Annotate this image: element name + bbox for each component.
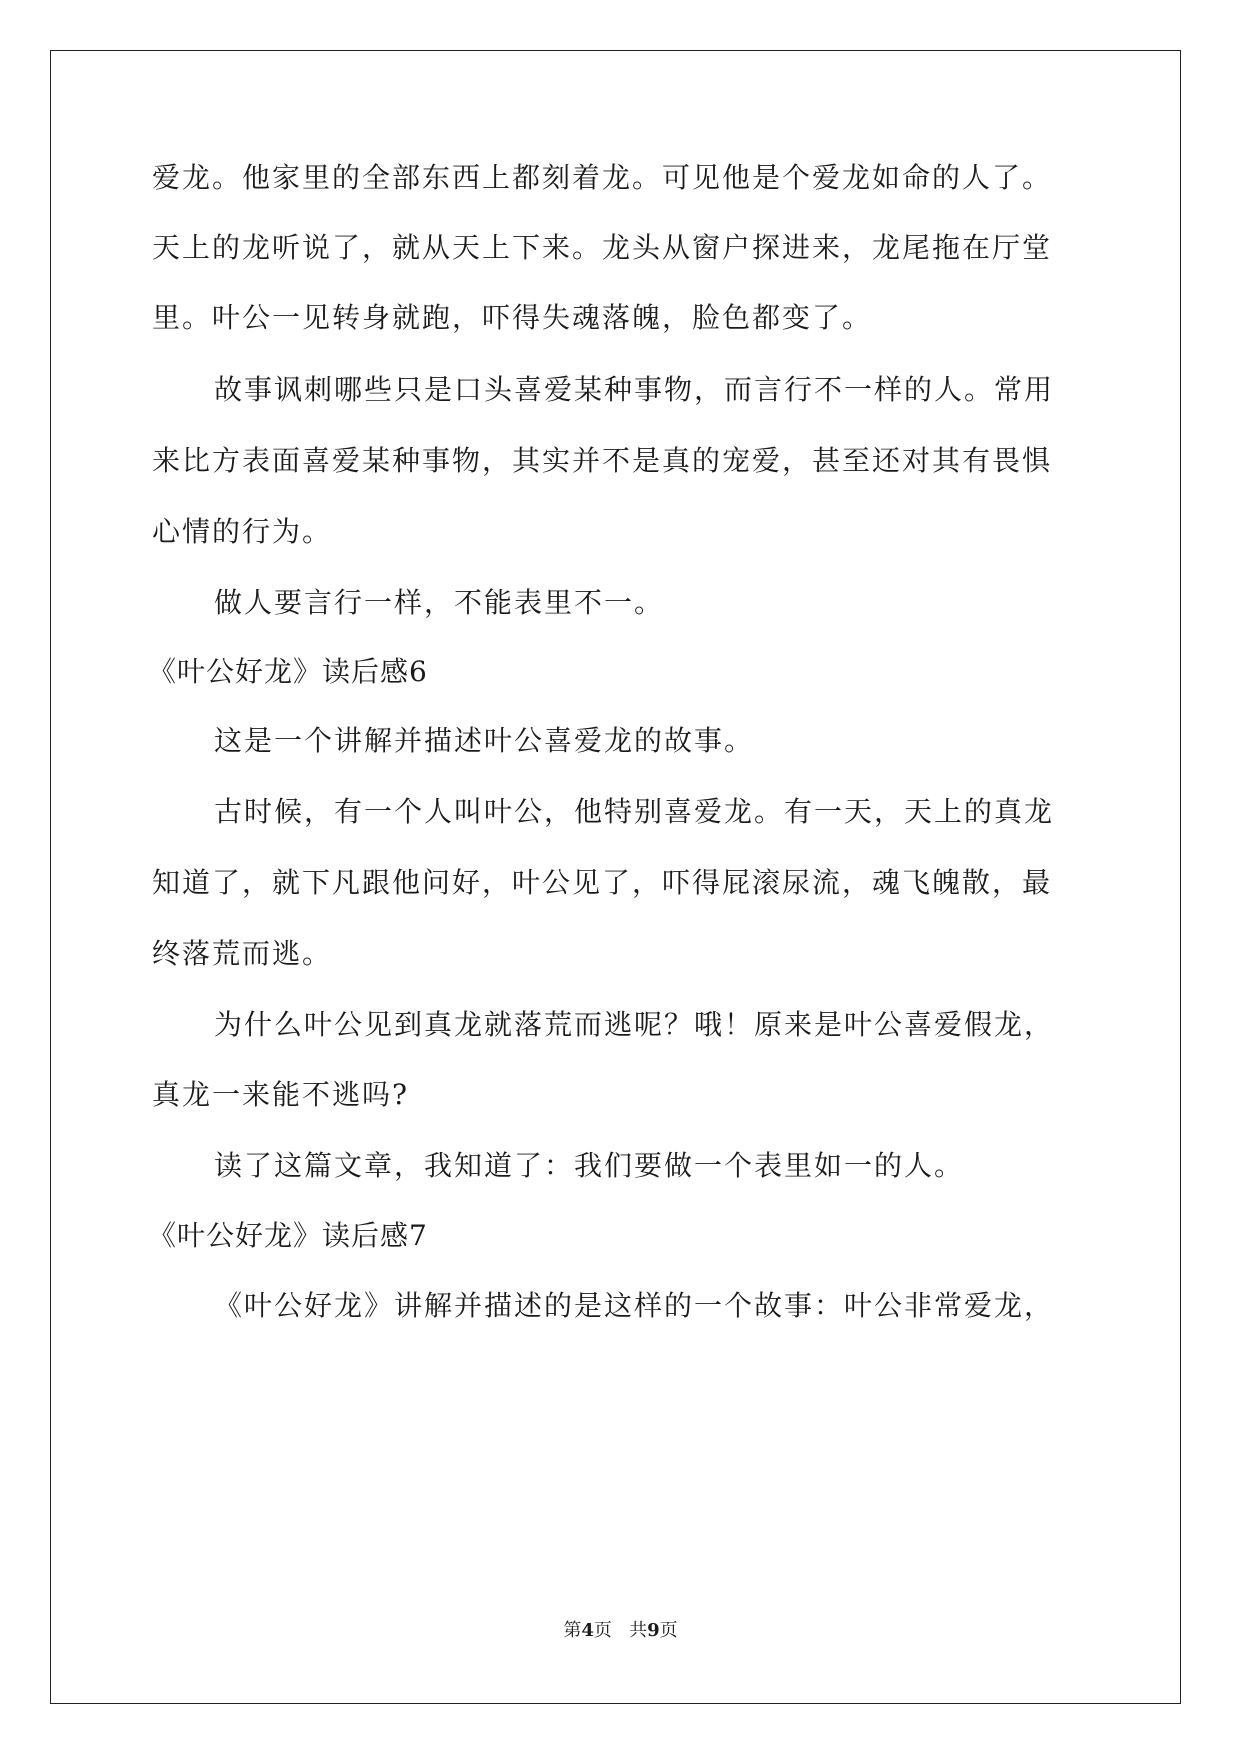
footer-prefix: 第 [563,1620,582,1641]
section-heading: 《叶公好龙》读后感6 [148,655,428,688]
body-line: 终落荒而逃。 [152,937,333,970]
body-line: 爱龙。他家里的全部东西上都刻着龙。可见他是个爱龙如命的人了。 [152,161,1053,194]
body-line: 知道了，就下凡跟他问好，叶公见了，吓得屁滚尿流，魂飞魄散，最 [152,866,1053,899]
paragraph-first-line: 读了这篇文章，我知道了：我们要做一个表里如一的人。 [214,1149,965,1182]
body-line: 真龙一来能不逃吗? [152,1078,410,1111]
body-line: 里。叶公一见转身就跑，吓得失魂落魄，脸色都变了。 [152,301,873,334]
paragraph-first-line: 这是一个讲解并描述叶公喜爱龙的故事。 [214,724,755,757]
body-line: 来比方表面喜爱某种事物，其实并不是真的宠爱，甚至还对其有畏惧 [152,444,1053,477]
paragraph-first-line: 古时候，有一个人叫叶公，他特别喜爱龙。有一天，天上的真龙 [214,795,1055,828]
paragraph-first-line: 为什么叶公见到真龙就落荒而逃呢？哦！原来是叶公喜爱假龙， [214,1008,1055,1041]
page-footer [0,1619,1241,1643]
current-page-number: 4 [581,1620,594,1641]
paragraph-first-line: 故事讽刺哪些只是口头喜爱某种事物，而言行不一样的人。常用 [214,373,1055,406]
total-page-number: 9 [647,1620,660,1641]
footer-mid: 页 共 [593,1620,648,1641]
paragraph-first-line: 《叶公好龙》讲解并描述的是这样的一个故事：叶公非常爱龙， [214,1289,1055,1322]
paragraph-first-line: 做人要言行一样，不能表里不一。 [214,586,665,619]
body-line: 天上的龙听说了，就从天上下来。龙头从窗户探进来，龙尾拖在厅堂 [152,231,1053,264]
body-line: 心情的行为。 [152,515,333,548]
footer-suffix: 页 [659,1620,678,1641]
section-heading: 《叶公好龙》读后感7 [148,1219,428,1252]
